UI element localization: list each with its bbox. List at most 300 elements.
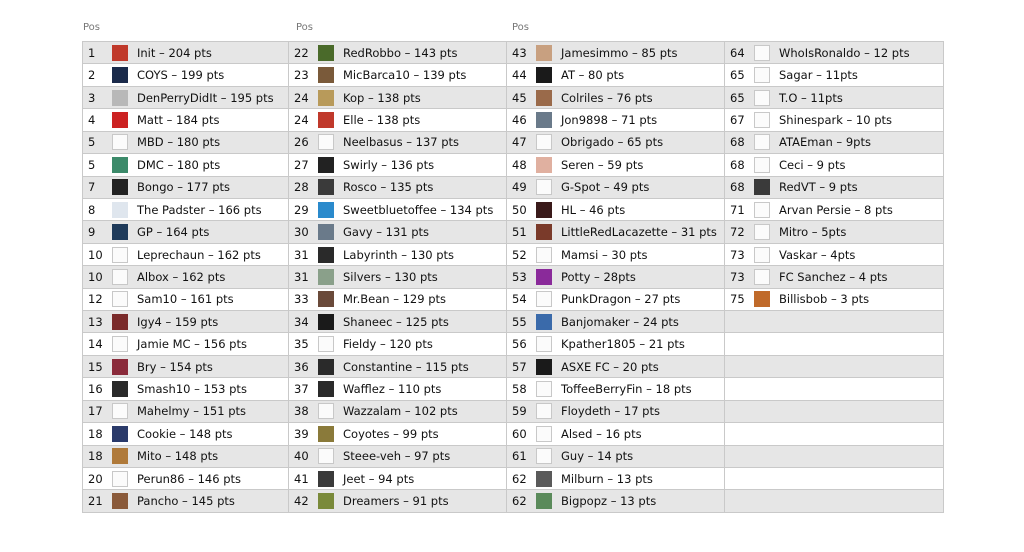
- leaderboard-entry: [83, 221, 288, 242]
- avatar: [112, 403, 128, 419]
- leaderboard-cell: [725, 445, 944, 467]
- position-number: 24: [294, 112, 309, 127]
- player-name-score: Vaskar – 4pts: [779, 247, 856, 262]
- player-name-score: PunkDragon – 27 pts: [561, 292, 681, 307]
- leaderboard-entry: [289, 199, 506, 220]
- avatar: [112, 45, 128, 61]
- table-row: [83, 154, 944, 176]
- position-number: 29: [294, 202, 309, 217]
- leaderboard-entry: [83, 490, 288, 511]
- leaderboard-entry: [725, 132, 943, 153]
- player-name-score: Neelbasus – 137 pts: [343, 135, 460, 150]
- leaderboard-cell: [507, 109, 725, 131]
- position-number: 73: [730, 247, 745, 262]
- leaderboard-cell: [725, 311, 944, 333]
- avatar: [318, 134, 334, 150]
- avatar: [112, 157, 128, 173]
- leaderboard-cell: [725, 400, 944, 422]
- position-number: 31: [294, 269, 309, 284]
- avatar: [536, 202, 552, 218]
- avatar: [318, 359, 334, 375]
- position-number: 27: [294, 157, 309, 172]
- leaderboard-entry: [507, 378, 724, 399]
- position-number: 68: [730, 180, 745, 195]
- position-number: 26: [294, 135, 309, 150]
- position-number: 71: [730, 202, 745, 217]
- avatar: [112, 314, 128, 330]
- leaderboard-entry: [725, 64, 943, 85]
- player-name-score: WhoIsRonaldo – 12 pts: [779, 45, 910, 60]
- leaderboard-entry: [83, 401, 288, 422]
- avatar: [112, 381, 128, 397]
- leaderboard-cell: [83, 243, 289, 265]
- leaderboard-entry: [507, 490, 724, 511]
- avatar: [318, 471, 334, 487]
- player-name-score: Jon9898 – 71 pts: [561, 112, 658, 127]
- leaderboard-entry: [289, 109, 506, 130]
- position-number: 57: [512, 359, 527, 374]
- leaderboard-cell: [289, 378, 507, 400]
- avatar: [112, 269, 128, 285]
- leaderboard-entry: [83, 378, 288, 399]
- leaderboard-cell: [289, 400, 507, 422]
- avatar: [318, 314, 334, 330]
- leaderboard-cell: [83, 288, 289, 310]
- player-name-score: Billisbob – 3 pts: [779, 292, 870, 307]
- player-name-score: ASXE FC – 20 pts: [561, 359, 659, 374]
- leaderboard-entry: [83, 87, 288, 108]
- player-name-score: Kpather1805 – 21 pts: [561, 337, 685, 352]
- position-number: 34: [294, 314, 309, 329]
- position-number: 72: [730, 225, 745, 240]
- leaderboard-entry: [289, 154, 506, 175]
- leaderboard-cell: [725, 243, 944, 265]
- table-row: [83, 243, 944, 265]
- avatar: [318, 403, 334, 419]
- position-number: 10: [88, 247, 103, 262]
- leaderboard-entry: [725, 109, 943, 130]
- avatar: [318, 179, 334, 195]
- leaderboard-cell: [289, 445, 507, 467]
- leaderboard-cell: [83, 109, 289, 131]
- position-number: 40: [294, 449, 309, 464]
- player-name-score: Sweetbluetoffee – 134 pts: [343, 202, 494, 217]
- avatar: [318, 90, 334, 106]
- leaderboard-cell: [83, 378, 289, 400]
- player-name-score: MBD – 180 pts: [137, 135, 221, 150]
- table-row: [83, 423, 944, 445]
- leaderboard-cell: [725, 355, 944, 377]
- avatar: [536, 67, 552, 83]
- avatar: [112, 247, 128, 263]
- leaderboard-cell: [725, 154, 944, 176]
- avatar: [754, 134, 770, 150]
- position-number: 75: [730, 292, 745, 307]
- leaderboard-entry: [83, 244, 288, 265]
- leaderboard-cell: [289, 64, 507, 86]
- leaderboard-cell: [507, 131, 725, 153]
- player-name-score: Kop – 138 pts: [343, 90, 421, 105]
- position-number: 5: [88, 135, 96, 150]
- avatar: [112, 90, 128, 106]
- position-number: 47: [512, 135, 527, 150]
- player-name-score: Floydeth – 17 pts: [561, 404, 660, 419]
- leaderboard-cell: [83, 400, 289, 422]
- player-name-score: AT – 80 pts: [561, 68, 625, 83]
- avatar: [754, 247, 770, 263]
- avatar: [536, 471, 552, 487]
- player-name-score: LittleRedLacazette – 31 pts: [561, 225, 717, 240]
- position-number: 4: [88, 112, 96, 127]
- position-number: 17: [88, 404, 103, 419]
- avatar: [754, 269, 770, 285]
- avatar: [112, 202, 128, 218]
- leaderboard-cell: [507, 445, 725, 467]
- position-number: 22: [294, 45, 309, 60]
- position-number: 31: [294, 247, 309, 262]
- player-name-score: Bry – 154 pts: [137, 359, 213, 374]
- position-number: 20: [88, 471, 103, 486]
- avatar: [754, 202, 770, 218]
- leaderboard-cell: [725, 64, 944, 86]
- avatar: [318, 112, 334, 128]
- leaderboard-cell: [289, 42, 507, 64]
- leaderboard-cell: [83, 311, 289, 333]
- leaderboard-entry: [507, 423, 724, 444]
- leaderboard-cell: [83, 198, 289, 220]
- position-number: 5: [88, 157, 96, 172]
- leaderboard-cell: [289, 355, 507, 377]
- leaderboard-cell: [83, 42, 289, 64]
- position-number: 65: [730, 68, 745, 83]
- player-name-score: Smash10 – 153 pts: [137, 382, 247, 397]
- player-name-score: Labyrinth – 130 pts: [343, 247, 455, 262]
- leaderboard-entry: [725, 42, 943, 63]
- player-name-score: Jamie MC – 156 pts: [137, 337, 247, 352]
- avatar: [318, 224, 334, 240]
- avatar: [318, 426, 334, 442]
- player-name-score: Dreamers – 91 pts: [343, 494, 449, 509]
- player-name-score: Bigpopz – 13 pts: [561, 494, 657, 509]
- player-name-score: MicBarca10 – 139 pts: [343, 68, 467, 83]
- leaderboard-entry: [83, 42, 288, 63]
- position-number: 28: [294, 180, 309, 195]
- player-name-score: Fieldy – 120 pts: [343, 337, 433, 352]
- player-name-score: Mr.Bean – 129 pts: [343, 292, 447, 307]
- leaderboard-entry: [725, 289, 943, 310]
- player-name-score: Guy – 14 pts: [561, 449, 634, 464]
- player-name-score: Wazzalam – 102 pts: [343, 404, 458, 419]
- leaderboard-cell: [725, 109, 944, 131]
- leaderboard-cell: [725, 490, 944, 512]
- leaderboard-cell: [507, 490, 725, 512]
- leaderboard-entry: [507, 401, 724, 422]
- table-row: [83, 86, 944, 108]
- position-number: 36: [294, 359, 309, 374]
- leaderboard-entry: [725, 244, 943, 265]
- player-name-score: Cookie – 148 pts: [137, 426, 233, 441]
- leaderboard-entry: [507, 221, 724, 242]
- player-name-score: GP – 164 pts: [137, 225, 210, 240]
- avatar: [754, 157, 770, 173]
- table-row: [83, 288, 944, 310]
- avatar: [754, 224, 770, 240]
- avatar: [318, 67, 334, 83]
- avatar: [318, 202, 334, 218]
- player-name-score: Matt – 184 pts: [137, 112, 220, 127]
- avatar: [536, 493, 552, 509]
- leaderboard-cell: [725, 333, 944, 355]
- position-number: 59: [512, 404, 527, 419]
- position-number: 62: [512, 471, 527, 486]
- leaderboard-entry: [507, 87, 724, 108]
- leaderboard-cell: [289, 109, 507, 131]
- leaderboard-entry: [289, 177, 506, 198]
- leaderboard-entry: [83, 266, 288, 287]
- position-number: 24: [294, 90, 309, 105]
- player-name-score: RedRobbo – 143 pts: [343, 45, 458, 60]
- player-name-score: DMC – 180 pts: [137, 157, 221, 172]
- leaderboard-cell: [725, 42, 944, 64]
- leaderboard-cell: [507, 378, 725, 400]
- position-number: 51: [512, 225, 527, 240]
- leaderboard-entry: [289, 132, 506, 153]
- avatar: [112, 471, 128, 487]
- leaderboard-cell: [507, 311, 725, 333]
- avatar: [318, 269, 334, 285]
- avatar: [112, 493, 128, 509]
- avatar: [536, 269, 552, 285]
- leaderboard-entry: [83, 423, 288, 444]
- player-name-score: COYS – 199 pts: [137, 68, 225, 83]
- table-row: [83, 131, 944, 153]
- leaderboard-cell: [289, 288, 507, 310]
- position-number: 50: [512, 202, 527, 217]
- leaderboard-entry: [507, 468, 724, 489]
- avatar: [536, 448, 552, 464]
- position-number: 64: [730, 45, 745, 60]
- leaderboard-entry: [83, 132, 288, 153]
- leaderboard-cell: [289, 423, 507, 445]
- avatar: [112, 291, 128, 307]
- avatar: [754, 112, 770, 128]
- leaderboard-entry: [83, 109, 288, 130]
- player-name-score: The Padster – 166 pts: [137, 202, 262, 217]
- position-number: 52: [512, 247, 527, 262]
- position-number: 46: [512, 112, 527, 127]
- leaderboard-cell: [83, 154, 289, 176]
- avatar: [318, 381, 334, 397]
- position-number: 30: [294, 225, 309, 240]
- leaderboard-entry: [507, 356, 724, 377]
- player-name-score: Elle – 138 pts: [343, 112, 421, 127]
- table-row: [83, 42, 944, 64]
- leaderboard-cell: [725, 288, 944, 310]
- leaderboard-entry: [507, 109, 724, 130]
- player-name-score: Pancho – 145 pts: [137, 494, 235, 509]
- player-name-score: T.O – 11pts: [779, 90, 843, 105]
- leaderboard-cell: [83, 333, 289, 355]
- leaderboard-entry: [507, 199, 724, 220]
- avatar: [112, 359, 128, 375]
- leaderboard-cell: [83, 423, 289, 445]
- leaderboard-cell: [507, 266, 725, 288]
- player-name-score: Mamsi – 30 pts: [561, 247, 648, 262]
- avatar: [318, 493, 334, 509]
- column-3-pos-header: Pos: [512, 22, 530, 33]
- leaderboard-cell: [725, 266, 944, 288]
- player-name-score: Igy4 – 159 pts: [137, 314, 219, 329]
- leaderboard-entry: [83, 64, 288, 85]
- player-name-score: Swirly – 136 pts: [343, 157, 435, 172]
- leaderboard-cell: [289, 86, 507, 108]
- position-number: 10: [88, 269, 103, 284]
- leaderboard-entry: [289, 333, 506, 354]
- leaderboard-cell: [507, 423, 725, 445]
- table-row: [83, 400, 944, 422]
- table-row: [83, 378, 944, 400]
- avatar: [318, 45, 334, 61]
- table-row: [83, 333, 944, 355]
- leaderboard-entry: [507, 289, 724, 310]
- player-name-score: Init – 204 pts: [137, 45, 212, 60]
- leaderboard-entry: [507, 42, 724, 63]
- position-number: 21: [88, 494, 103, 509]
- player-name-score: Constantine – 115 pts: [343, 359, 469, 374]
- position-number: 54: [512, 292, 527, 307]
- leaderboard-cell: [289, 176, 507, 198]
- avatar: [536, 157, 552, 173]
- leaderboard-entry: [725, 266, 943, 287]
- leaderboard-entry: [725, 154, 943, 175]
- leaderboard-entry: [289, 423, 506, 444]
- table-row: [83, 176, 944, 198]
- avatar: [318, 157, 334, 173]
- avatar: [112, 426, 128, 442]
- position-number: 60: [512, 426, 527, 441]
- avatar: [536, 336, 552, 352]
- position-number: 45: [512, 90, 527, 105]
- leaderboard-body: [83, 42, 944, 513]
- leaderboard-entry: [507, 64, 724, 85]
- player-name-score: DenPerryDidIt – 195 pts: [137, 90, 274, 105]
- leaderboard-entry: [507, 446, 724, 467]
- avatar: [536, 179, 552, 195]
- leaderboard-entry: [83, 311, 288, 332]
- avatar: [318, 336, 334, 352]
- avatar: [536, 224, 552, 240]
- leaderboard-cell: [507, 288, 725, 310]
- leaderboard-entry: [289, 490, 506, 511]
- avatar: [536, 426, 552, 442]
- player-name-score: Perun86 – 146 pts: [137, 471, 242, 486]
- leaderboard-entry: [725, 221, 943, 242]
- player-name-score: Steee-veh – 97 pts: [343, 449, 451, 464]
- position-number: 73: [730, 269, 745, 284]
- leaderboard-entry: [83, 177, 288, 198]
- leaderboard-entry: [289, 378, 506, 399]
- position-number: 16: [88, 382, 103, 397]
- position-number: 7: [88, 180, 96, 195]
- table-row: [83, 221, 944, 243]
- position-number: 35: [294, 337, 309, 352]
- player-name-score: Gavy – 131 pts: [343, 225, 430, 240]
- leaderboard-cell: [83, 355, 289, 377]
- leaderboard-cell: [507, 64, 725, 86]
- player-name-score: Silvers – 130 pts: [343, 269, 438, 284]
- avatar: [318, 448, 334, 464]
- leaderboard-cell: [83, 86, 289, 108]
- table-row: [83, 311, 944, 333]
- position-number: 12: [88, 292, 103, 307]
- player-name-score: ToffeeBerryFin – 18 pts: [561, 382, 692, 397]
- position-number: 56: [512, 337, 527, 352]
- avatar: [754, 67, 770, 83]
- position-number: 2: [88, 68, 96, 83]
- player-name-score: Mito – 148 pts: [137, 449, 219, 464]
- position-number: 37: [294, 382, 309, 397]
- position-number: 42: [294, 494, 309, 509]
- leaderboard-entry: [507, 132, 724, 153]
- leaderboard-entry: [83, 356, 288, 377]
- position-number: 61: [512, 449, 527, 464]
- leaderboard-cell: [83, 64, 289, 86]
- leaderboard-cell: [83, 266, 289, 288]
- player-name-score: Sam10 – 161 pts: [137, 292, 234, 307]
- leaderboard-cell: [507, 221, 725, 243]
- avatar: [112, 134, 128, 150]
- avatar: [536, 314, 552, 330]
- avatar: [112, 179, 128, 195]
- table-row: [83, 490, 944, 512]
- avatar: [536, 381, 552, 397]
- position-number: 33: [294, 292, 309, 307]
- leaderboard-entry: [289, 446, 506, 467]
- position-number: 18: [88, 449, 103, 464]
- table-row: [83, 468, 944, 490]
- leaderboard-cell: [725, 221, 944, 243]
- leaderboard-entry: [83, 154, 288, 175]
- player-name-score: Jeet – 94 pts: [343, 471, 415, 486]
- leaderboard-entry: [507, 177, 724, 198]
- table-row: [83, 64, 944, 86]
- player-name-score: Potty – 28pts: [561, 269, 636, 284]
- position-number: 49: [512, 180, 527, 195]
- position-number: 14: [88, 337, 103, 352]
- leaderboard-cell: [507, 355, 725, 377]
- leaderboard-cell: [725, 176, 944, 198]
- player-name-score: Sagar – 11pts: [779, 68, 858, 83]
- leaderboard-cell: [507, 400, 725, 422]
- leaderboard-cell: [289, 490, 507, 512]
- leaderboard-cell: [725, 468, 944, 490]
- player-name-score: Jamesimmo – 85 pts: [561, 45, 678, 60]
- leaderboard-entry: [289, 266, 506, 287]
- leaderboard-cell: [725, 198, 944, 220]
- player-name-score: Shinespark – 10 pts: [779, 112, 893, 127]
- position-number: 1: [88, 45, 96, 60]
- leaderboard-entry: [507, 154, 724, 175]
- table-row: [83, 355, 944, 377]
- avatar: [112, 67, 128, 83]
- position-number: 65: [730, 90, 745, 105]
- leaderboard-cell: [725, 423, 944, 445]
- leaderboard-cell: [507, 198, 725, 220]
- leaderboard-cell: [289, 243, 507, 265]
- position-number: 41: [294, 471, 309, 486]
- leaderboard-entry: [83, 199, 288, 220]
- avatar: [754, 291, 770, 307]
